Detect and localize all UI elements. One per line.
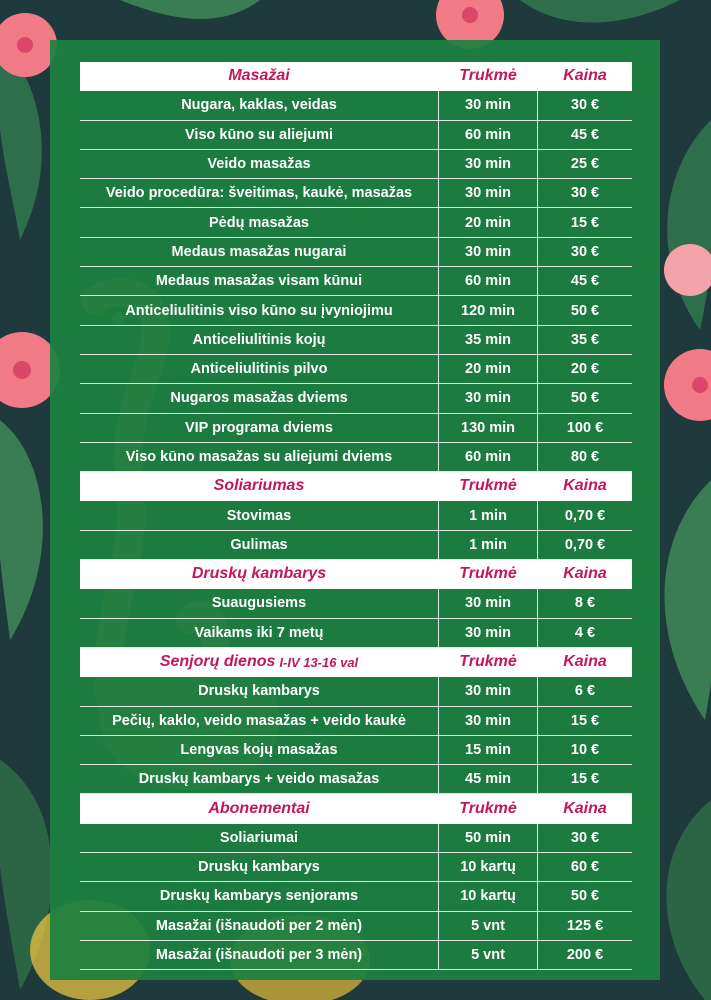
service-name: Anticeliulitinis viso kūno su įvyniojimu [125, 302, 393, 319]
column-header-duration: Trukmė [438, 794, 537, 822]
service-price: 15 € [537, 765, 632, 793]
service-price: 30 € [537, 179, 632, 207]
service-duration: 1 min [438, 531, 537, 559]
service-duration: 15 min [438, 736, 537, 764]
service-price: 45 € [537, 121, 632, 149]
section-title-text: Masažai [228, 67, 290, 85]
table-row [80, 355, 632, 384]
service-duration: 30 min [438, 677, 537, 705]
table-row [80, 296, 632, 325]
table-row [80, 765, 632, 794]
service-name: Druskų kambarys [198, 859, 320, 876]
section-title-suffix: I-IV 13-16 val [279, 654, 359, 670]
service-duration: 60 min [438, 267, 537, 295]
service-duration: 30 min [438, 707, 537, 735]
service-duration: 120 min [438, 296, 537, 324]
service-price: 50 € [537, 882, 632, 910]
table-row [80, 179, 632, 208]
table-row [80, 912, 632, 941]
service-duration: 45 min [438, 765, 537, 793]
service-price: 15 € [537, 707, 632, 735]
section-title [80, 472, 438, 500]
service-name: Viso kūno su aliejumi [185, 126, 333, 143]
section-title [80, 648, 438, 676]
service-duration: 30 min [438, 589, 537, 617]
table-row [80, 443, 632, 472]
service-name: Anticeliulitinis kojų [192, 331, 326, 348]
service-price: 25 € [537, 150, 632, 178]
section-title [80, 62, 438, 90]
service-name: Veido masažas [207, 156, 311, 173]
column-header-price: Kaina [537, 648, 632, 676]
table-row [80, 882, 632, 911]
service-name: Nugaros masažas dviems [170, 390, 348, 407]
column-header-price: Kaina [537, 794, 632, 822]
section-title-text: Senjorų dienos [159, 653, 276, 671]
table-row [80, 707, 632, 736]
service-price: 4 € [537, 619, 632, 647]
service-duration: 5 vnt [438, 941, 537, 969]
service-price: 60 € [537, 853, 632, 881]
column-header-duration: Trukmė [438, 560, 537, 588]
column-header-price: Kaina [537, 62, 632, 90]
service-duration: 30 min [438, 384, 537, 412]
service-duration: 20 min [438, 355, 537, 383]
table-row [80, 501, 632, 530]
service-name: Masažai (išnaudoti per 2 mėn) [155, 917, 363, 934]
table-row [80, 414, 632, 443]
service-name: Suaugusiems [211, 595, 307, 612]
section-title-text: Soliariumas [213, 477, 305, 495]
service-price: 30 € [537, 91, 632, 119]
service-duration: 50 min [438, 824, 537, 852]
section-title [80, 560, 438, 588]
service-duration: 20 min [438, 208, 537, 236]
section-title-text: Abonementai [208, 799, 310, 817]
table-row [80, 619, 632, 648]
service-price: 200 € [537, 941, 632, 969]
table-row [80, 150, 632, 179]
service-duration: 1 min [438, 501, 537, 529]
section-title-text: Druskų kambarys [191, 565, 327, 583]
service-duration: 30 min [438, 179, 537, 207]
service-duration: 10 kartų [438, 882, 537, 910]
table-row [80, 238, 632, 267]
column-header-duration: Trukmė [438, 648, 537, 676]
table-row [80, 121, 632, 150]
section-header [80, 560, 632, 589]
service-price: 0,70 € [537, 531, 632, 559]
section-header [80, 472, 632, 501]
service-duration: 10 kartų [438, 853, 537, 881]
service-price: 50 € [537, 384, 632, 412]
service-price: 125 € [537, 912, 632, 940]
service-name: Medaus masažas nugarai [171, 243, 347, 260]
section-header [80, 648, 632, 677]
service-duration: 30 min [438, 91, 537, 119]
service-name: Medaus masažas visam kūnui [155, 273, 363, 290]
service-price: 30 € [537, 824, 632, 852]
table-row [80, 531, 632, 560]
service-duration: 130 min [438, 414, 537, 442]
service-price: 80 € [537, 443, 632, 471]
table-row [80, 589, 632, 618]
table-row [80, 326, 632, 355]
table-row [80, 677, 632, 706]
service-name: Veido procedūra: šveitimas, kaukė, masažas [105, 185, 413, 202]
service-price: 10 € [537, 736, 632, 764]
service-name: Druskų kambarys [198, 683, 320, 700]
service-price: 0,70 € [537, 501, 632, 529]
service-duration: 35 min [438, 326, 537, 354]
service-name: Pečių, kaklo, veido masažas + veido kaukė [112, 712, 406, 729]
service-duration: 30 min [438, 619, 537, 647]
service-duration: 60 min [438, 121, 537, 149]
table-row [80, 267, 632, 296]
service-name: Anticeliulitinis pilvo [190, 361, 328, 378]
service-name: Druskų kambarys + veido masažas [138, 771, 380, 788]
table-row [80, 941, 632, 970]
service-price: 35 € [537, 326, 632, 354]
service-name: Lengvas kojų masažas [180, 741, 338, 758]
service-name: VIP programa dviems [184, 419, 334, 436]
service-price: 30 € [537, 238, 632, 266]
service-price: 45 € [537, 267, 632, 295]
service-name: Vaikams iki 7 metų [194, 624, 324, 641]
section-title [80, 794, 438, 822]
price-table [80, 62, 632, 970]
service-price: 50 € [537, 296, 632, 324]
table-row [80, 853, 632, 882]
service-price: 8 € [537, 589, 632, 617]
service-duration: 30 min [438, 150, 537, 178]
column-header-duration: Trukmė [438, 472, 537, 500]
table-row [80, 91, 632, 120]
service-duration: 60 min [438, 443, 537, 471]
service-name: Viso kūno masažas su aliejumi dviems [125, 449, 393, 465]
service-price: 15 € [537, 208, 632, 236]
column-header-price: Kaina [537, 472, 632, 500]
service-price: 100 € [537, 414, 632, 442]
table-row [80, 208, 632, 237]
service-name: Nugara, kaklas, veidas [181, 97, 337, 114]
service-name: Pėdų masažas [209, 214, 309, 231]
table-row [80, 736, 632, 765]
column-header-price: Kaina [537, 560, 632, 588]
service-name: Soliariumai [219, 829, 299, 846]
service-duration: 30 min [438, 238, 537, 266]
service-name: Gulimas [230, 536, 288, 553]
table-row [80, 384, 632, 413]
service-name: Masažai (išnaudoti per 3 mėn) [155, 947, 363, 964]
column-header-duration: Trukmė [438, 62, 537, 90]
section-header [80, 62, 632, 91]
service-price: 6 € [537, 677, 632, 705]
service-name: Stovimas [226, 507, 292, 524]
section-header [80, 794, 632, 823]
service-name: Druskų kambarys senjorams [159, 888, 359, 905]
service-price: 20 € [537, 355, 632, 383]
table-row [80, 824, 632, 853]
service-duration: 5 vnt [438, 912, 537, 940]
